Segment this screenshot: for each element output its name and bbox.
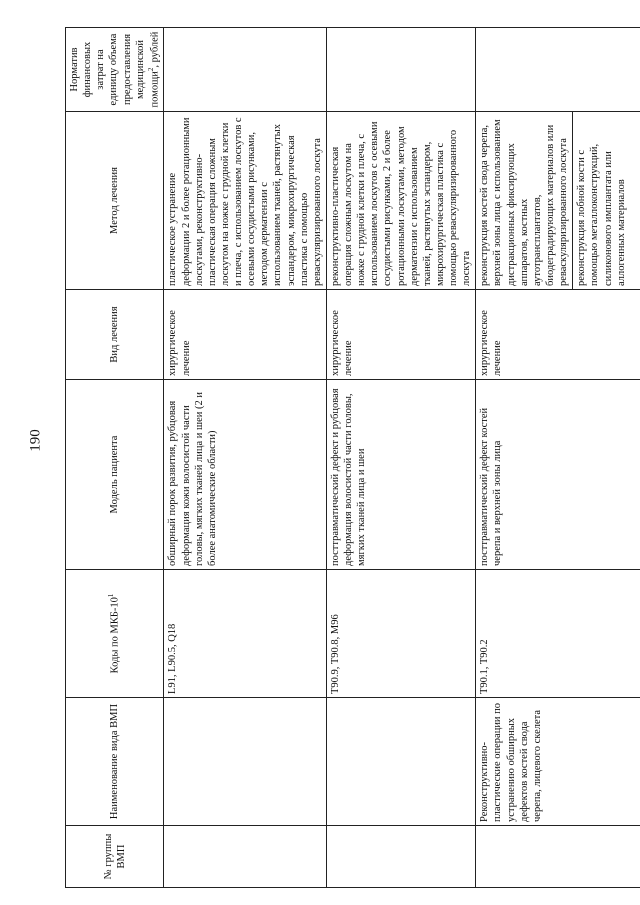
header-model: Модель пациента	[66, 380, 164, 570]
method-item: реконструкция костей свода черепа, верхней зоны лица с использованием дистракционных фиксирующих аппаратов, костных аутотрансплантатов, биодеградирующих материалов или реваскуляризированного лоскута	[476, 112, 573, 289]
page-number: 190	[27, 429, 44, 452]
cell-model: посттравматический дефект костей черепа и верхней зоны лица	[476, 380, 640, 570]
cell-codes: T90.9, T90.8, M96	[326, 570, 475, 698]
header-group: № группы ВМП	[66, 826, 164, 888]
table-row	[164, 28, 327, 888]
rotated-page	[65, 28, 635, 888]
cell-type: хирургическое лечение	[326, 290, 475, 380]
cell-codes: L91, L90.5, Q18	[164, 570, 327, 698]
method-subtable	[476, 112, 640, 289]
cell-group	[476, 826, 640, 888]
header-norm: Норматив финансовых затрат на единицу объема предоставления медицинской помощи$^2$, рублей	[66, 28, 164, 112]
cell-model: посттравматический дефект и рубцовая деформация волосистой части головы, мягких тканей лица и шеи	[326, 380, 475, 570]
cell-codes: T90.1, T90.2	[476, 570, 640, 698]
cell-norm	[326, 28, 475, 112]
header-name: Наименование вида ВМП	[66, 698, 164, 826]
cell-name	[326, 698, 475, 826]
header-codes: Коды по МКБ-$10^1$	[66, 570, 164, 698]
table-header-row	[66, 28, 164, 888]
cell-method: реконструктивно-пластическая операция сложным лоскутом на ножке с грудной клетки и плеча, с использованием лоскутов с осевыми сосудистыми рисунками, 2 и более ротационными лоскутами, методом дерматензии с использованием тканей, растянутых эспандером, микрохирургическая пластика с помощью реваскуляризированного лоскута	[326, 112, 475, 290]
vmp-table	[65, 27, 640, 888]
cell-type: хирургическое лечение	[164, 290, 327, 380]
cell-norm	[476, 28, 640, 112]
cell-group	[164, 826, 327, 888]
cell-model: обширный порок развития, рубцовая деформация кожи волосистой части головы, мягких тканей лица и шеи (2 и более анатомические области)	[164, 380, 327, 570]
cell-name	[164, 698, 327, 826]
cell-name: Реконструктивно-пластические операции по устранению обширных дефектов костей свода черепа, лицевого скелета	[476, 698, 640, 826]
cell-norm	[164, 28, 327, 112]
table-row	[476, 28, 640, 888]
cell-method: пластическое устранение деформации 2 и более ротационными лоскутами, реконструктивно-пластическая операция сложным лоскутом на ножке с грудной клетки и плеча, с использованием лоскутов с осевыми сосудистыми рисунками, методом дерматензии с использованием тканей, растянутых эспандером, микрохирургическая пластика с помощью реваскуляризированного лоскута	[164, 112, 327, 290]
method-item: реконструкция лобной кости с помощью металлоконструкций, силиконового имплантата или аллогенных материалов	[576, 143, 627, 286]
header-type: Вид лечения	[66, 290, 164, 380]
cell-type: хирургическое лечение	[476, 290, 640, 380]
cell-group	[326, 826, 475, 888]
header-method: Метод лечения	[66, 112, 164, 290]
table-row	[326, 28, 475, 888]
cell-method	[476, 112, 640, 290]
